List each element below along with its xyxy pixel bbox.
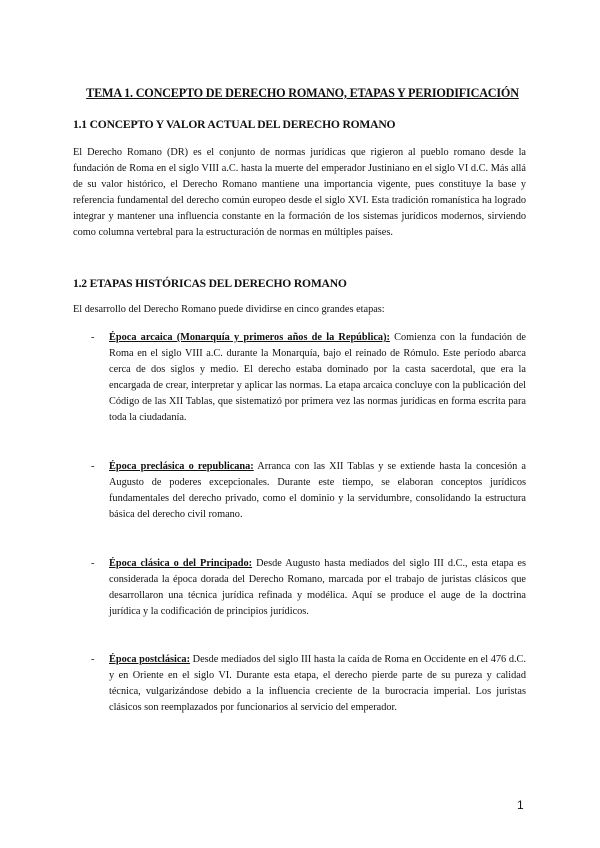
list-item-body: Desde Augusto hasta mediados del siglo III d.C., esta etapa es considerada la época dorada del Derecho Romano, marcada por el trabajo de juristas clásicos que desarrollaron una técnica jurídica refinada y modélica. Aquí se produce el auge de la doctrina jurídica y la codificación de principios jurídicos. bbox=[109, 558, 526, 617]
list-item-epoca-preclasica bbox=[73, 459, 526, 523]
list-item-text bbox=[109, 459, 526, 523]
bullet-marker: - bbox=[91, 461, 95, 472]
list-item-term: Época arcaica (Monarquía y primeros años de la República): bbox=[109, 332, 390, 343]
list-item-epoca-clasica bbox=[73, 556, 526, 620]
list-item-epoca-arcaica bbox=[73, 330, 526, 425]
list-item-text bbox=[109, 556, 526, 620]
list-item-body: Arranca con las XII Tablas y se extiende hasta la concesión a Augusto de poderes excepcionales. Durante este tiempo, se elaboran conceptos jurídicos fundamentales del derecho privado, como el dominio y la servidumbre, consolidando la estructura básica del derecho civil romano. bbox=[109, 461, 526, 520]
list-item-epoca-postclasica bbox=[73, 652, 526, 716]
bullet-marker: - bbox=[91, 332, 95, 343]
list-item-term: Época preclásica o republicana: bbox=[109, 461, 254, 472]
bullet-marker: - bbox=[91, 654, 95, 665]
bullet-marker: - bbox=[91, 558, 95, 569]
list-item-body: Comienza con la fundación de Roma en el siglo VIII a.C. durante la Monarquía, bajo el reinado de Rómulo. Este período abarca cerca de dos siglos y medio. El derecho estaba dominado por la casta sacerdotal, que era la encargada de crear, interpretar y aplicar las normas. La etapa arcaica concluye con la publicación del Código de las XII Tablas, que sistematizó por primera vez las normas jurídicas en forma escrita para toda la ciudadanía. bbox=[109, 332, 526, 423]
list-item-text bbox=[109, 330, 526, 425]
list-item-text bbox=[109, 652, 526, 716]
list-item-term: Época clásica o del Principado: bbox=[109, 558, 253, 569]
page-title: TEMA 1. CONCEPTO DE DERECHO ROMANO, ETAPAS Y PERIODIFICACIÓN bbox=[86, 86, 519, 100]
list-item-body: Desde mediados del siglo III hasta la caída de Roma en Occidente en el 476 d.C. y en Oriente en el siglo VI. Durante esta etapa, el derecho pierde parte de su pureza y calidad técnica, vulgarizándose debido a la influencia creciente de la burocracia imperial. Los juristas clásicos son reemplazados por funcionarios al servicio del emperador. bbox=[109, 654, 526, 713]
page-number: 1 bbox=[517, 798, 524, 812]
paragraph-intro-etapas: El desarrollo del Derecho Romano puede dividirse en cinco grandes etapas: bbox=[73, 304, 385, 315]
section-heading-etapas: 1.2 ETAPAS HISTÓRICAS DEL DERECHO ROMANO bbox=[73, 277, 347, 290]
paragraph-concepto: El Derecho Romano (DR) es el conjunto de normas jurídicas que rigieron al pueblo romano desde la fundación de Roma en el siglo VIII a.C. hasta la muerte del emperador Justiniano en el siglo VI d.C. Más allá de su valor histórico, el Derecho Romano mantiene una importancia vigente, pues constituye la base y referencia fundamental del derecho común europeo desde el siglo XVI. Esta tradición romanística ha logrado integrar y mantener una influencia constante en la formación de los sistemas jurídicos modernos, sirviendo como columna vertebral para la estructuración de normas en múltiples países. bbox=[73, 147, 526, 238]
section-heading-concepto: 1.1 CONCEPTO Y VALOR ACTUAL DEL DERECHO ROMANO bbox=[73, 118, 396, 131]
list-item-term: Época postclásica: bbox=[109, 654, 190, 665]
